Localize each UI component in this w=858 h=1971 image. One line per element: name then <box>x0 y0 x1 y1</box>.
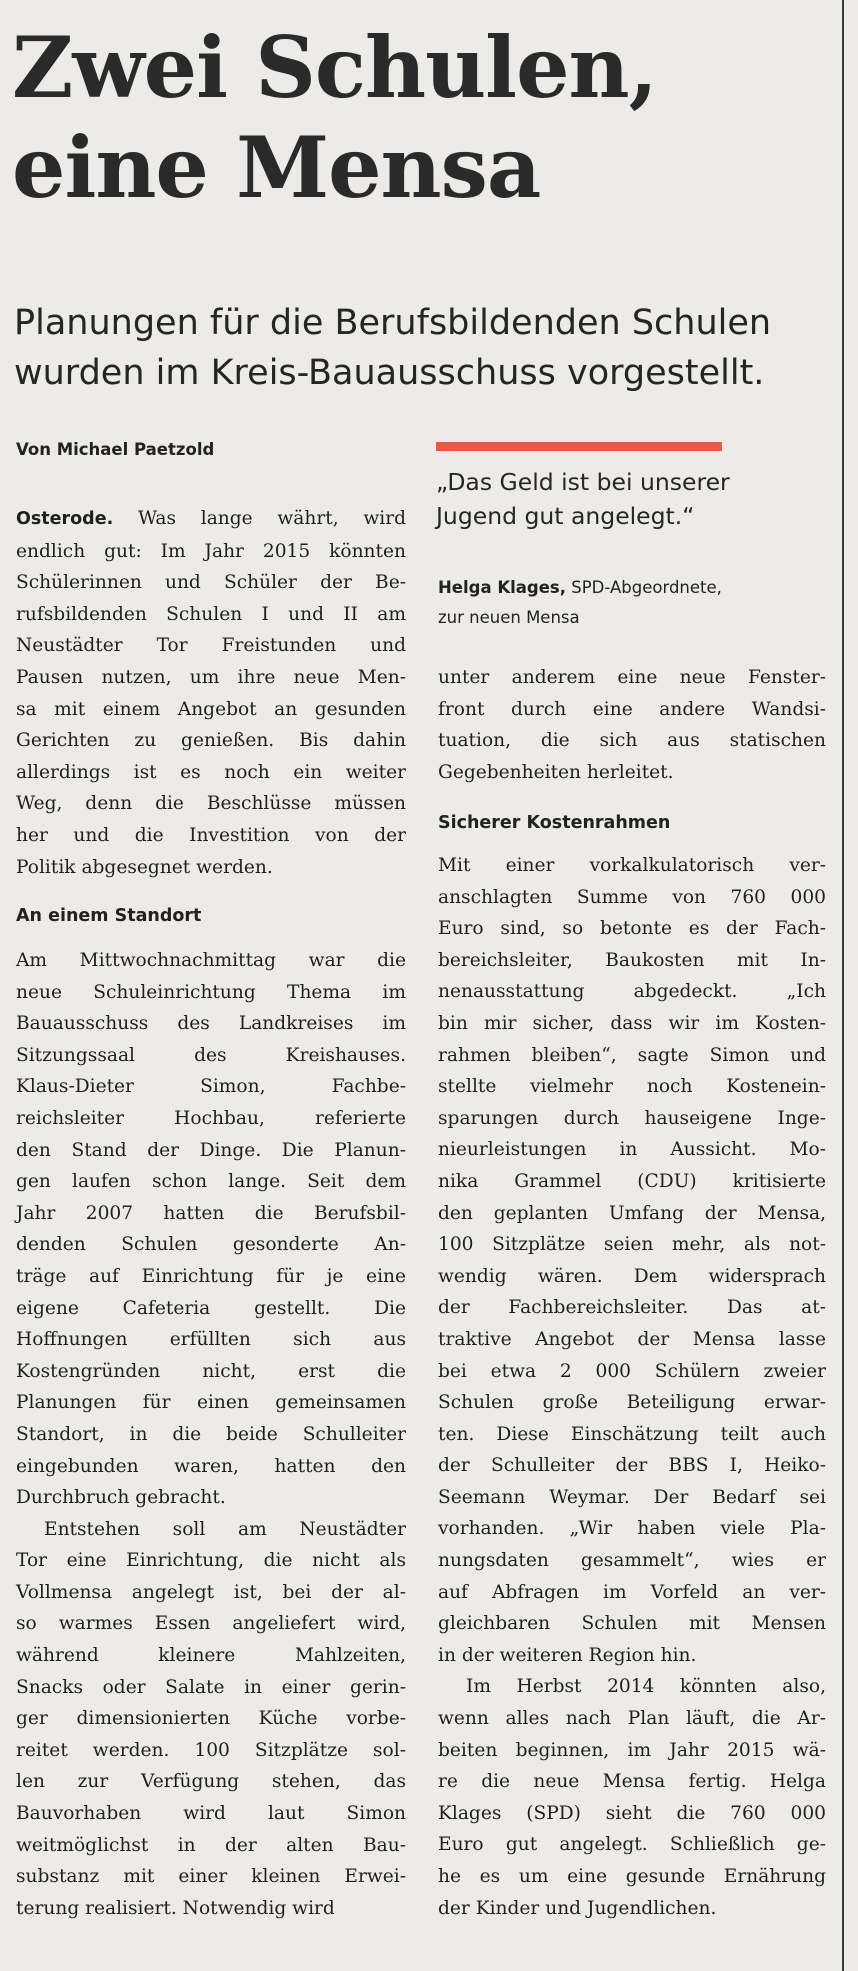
intro-paragraph <box>16 503 406 883</box>
text-line: Tor eine Einrichtung, die nicht als <box>16 1550 406 1572</box>
text-line: 100 Sitzplätze seien mehr, als not- <box>438 1234 826 1256</box>
section-heading-standort: An einem Standort <box>16 906 202 926</box>
headline <box>12 18 657 218</box>
subheadline-line-2: wurden im Kreis-Bauausschuss vorgestellt. <box>14 353 765 393</box>
text-line: so warmes Essen angeliefert wird, <box>16 1613 406 1635</box>
text-line: he es um eine gesunde Ernährung <box>438 1866 826 1887</box>
text-line: sparungen durch hauseigene Inge- <box>438 1107 826 1129</box>
text-line: eingebunden waren, hatten den <box>16 1455 406 1477</box>
quote-attribution <box>438 573 722 633</box>
text-line: re die neue Mensa fertig. Helga <box>438 1771 826 1793</box>
text-line: der Fachbereichsleiter. Das at- <box>438 1297 826 1319</box>
text-line: rahmen bleiben“, sagte Simon und <box>438 1044 826 1066</box>
text-line: gen laufen schon lange. Seit dem <box>16 1171 406 1193</box>
text-line: nika Grammel (CDU) kritisierte <box>438 1170 826 1192</box>
text-line: den geplanten Umfang der Mensa, <box>438 1202 826 1224</box>
text-line: Seemann Weymar. Der Bedarf sei <box>438 1486 826 1508</box>
byline: Von Michael Paetzold <box>16 440 215 459</box>
text-line: unter anderem eine neue Fenster- <box>438 667 826 688</box>
text-line: sa mit einem Angebot an gesunden <box>16 698 406 720</box>
text-line: Pausen nutzen, um ihre neue Men- <box>16 666 406 688</box>
text-line: Planungen für einen gemeinsamen <box>16 1392 406 1414</box>
text-line: eigene Cafeteria gestellt. Die <box>16 1297 406 1319</box>
pull-quote-line-1: „Das Geld ist bei unserer <box>436 468 730 496</box>
quote-accent-bar <box>436 442 722 451</box>
text-line: ger dimensionierten Küche vorbe- <box>16 1708 406 1730</box>
text-line: vorhanden. „Wir haben viele Pla- <box>438 1518 826 1540</box>
text-line: traktive Angebot der Mensa lasse <box>438 1328 826 1350</box>
text-line: her und die Investition von der <box>16 824 406 846</box>
text-line: bei etwa 2 000 Schülern zweier <box>438 1360 826 1382</box>
text-line: Durchbruch gebracht. <box>16 1487 226 1509</box>
section-standort-body <box>16 945 406 1924</box>
text-line: substanz mit einer kleinen Erwei- <box>16 1866 406 1888</box>
text-line: in der weiteren Region hin. <box>438 1644 697 1666</box>
text-line: endlich gut: Im Jahr 2015 könnten <box>16 540 406 562</box>
text-line: wendig wären. Dem widersprach <box>438 1265 826 1287</box>
text-line: der Kinder und Jugendlichen. <box>438 1897 717 1919</box>
text-line: Schulen große Beteiligung erwar- <box>438 1392 826 1414</box>
quote-author-role: SPD-Abgeordnete, <box>566 578 722 597</box>
pull-quote-line-2: Jugend gut angelegt.“ <box>436 502 695 530</box>
text-line <box>16 503 406 536</box>
text-line: Politik abgesegnet werden. <box>16 856 273 878</box>
text-line: Klaus-Dieter Simon, Fachbe- <box>16 1076 406 1098</box>
text-line: nieurleistungen in Aussicht. Mo- <box>438 1139 826 1161</box>
text-line: ten. Diese Einschätzung teilt auch <box>438 1423 826 1445</box>
section-heading-kostenrahmen: Sicherer Kostenrahmen <box>438 813 671 833</box>
text-line: während kleinere Mahlzeiten, <box>16 1645 406 1667</box>
text-line: Klages (SPD) sieht die 760 000 <box>438 1802 826 1824</box>
text-line: Euro gut angelegt. Schließlich ge- <box>438 1834 826 1856</box>
text-line: Bauvorhaben wird laut Simon <box>16 1803 406 1825</box>
section-kostenrahmen-body <box>438 850 826 1924</box>
text-line: Vollmensa angelegt ist, bei der al- <box>16 1581 406 1603</box>
text-line: träge auf Einrichtung für je eine <box>16 1265 406 1287</box>
text-line: stellte vielmehr noch Kostenein- <box>438 1076 826 1098</box>
text-line: terung realisiert. Notwendig wird <box>16 1897 335 1919</box>
headline-line-2: eine Mensa <box>12 118 541 217</box>
headline-line-1: Zwei Schulen, <box>12 18 657 117</box>
text-line: reichsleiter Hochbau, referierte <box>16 1107 406 1129</box>
text-line: gleichbaren Schulen mit Mensen <box>438 1613 826 1635</box>
text-line: Gerichten zu genießen. Bis dahin <box>16 730 406 752</box>
text-line: auf Abfragen im Vorfeld an ver- <box>438 1581 826 1603</box>
text-line: Sitzungssaal des Kreishauses. <box>16 1044 406 1066</box>
text-line: Snacks oder Salate in einer gerin- <box>16 1676 406 1698</box>
subheadline-line-1: Planungen für die Berufsbildenden Schulen <box>14 303 772 343</box>
text-line: nenausstattung abgedeckt. „Ich <box>438 981 826 1003</box>
text-line: Im Herbst 2014 könnten also, <box>466 1676 826 1698</box>
continuation-paragraph <box>438 662 826 788</box>
text-line: wenn alles nach Plan läuft, die Ar- <box>438 1708 826 1730</box>
quote-author: Helga Klages, <box>438 578 567 597</box>
text-line: Bauausschuss des Landkreises im <box>16 1013 406 1035</box>
text-line: Jahr 2007 hatten die Berufsbil- <box>16 1202 406 1224</box>
text-line: beiten beginnen, im Jahr 2015 wä- <box>438 1739 826 1761</box>
text-line: bereichsleiter, Baukosten mit In- <box>438 949 826 971</box>
text-line: weitmöglichst in der alten Bau- <box>16 1834 406 1856</box>
text-line: neue Schuleinrichtung Thema im <box>16 981 406 1003</box>
text-line: Am Mittwochnachmittag war die <box>16 950 406 971</box>
pull-quote <box>436 465 836 533</box>
subheadline <box>14 298 834 398</box>
text-line: Kostengründen nicht, erst die <box>16 1360 406 1382</box>
column-rule <box>842 0 844 1971</box>
dateline: Osterode. <box>16 509 114 529</box>
text-line: tuation, die sich aus statischen <box>438 730 826 752</box>
text-line: Mit einer vorkalkulatorisch ver- <box>438 855 826 876</box>
text-line: bin mir sicher, dass wir im Kosten- <box>438 1012 826 1034</box>
text-line-rest: Was lange währt, wird <box>113 508 406 529</box>
text-line: anschlagten Summe von 760 000 <box>438 886 826 908</box>
text-line: Neustädter Tor Freistunden und <box>16 635 406 657</box>
text-line: reitet werden. 100 Sitzplätze sol- <box>16 1739 406 1761</box>
text-line: len zur Verfügung stehen, das <box>16 1771 406 1793</box>
text-line: Hoffnungen erfüllten sich aus <box>16 1329 406 1351</box>
quote-context: zur neuen Mensa <box>438 608 580 627</box>
text-line: allerdings ist es noch ein weiter <box>16 761 406 783</box>
text-line: der Schulleiter der BBS I, Heiko- <box>438 1455 826 1477</box>
text-line: den Stand der Dinge. Die Planun- <box>16 1139 406 1161</box>
text-line: nungsdaten gesammelt“, wies er <box>438 1550 826 1572</box>
text-line: Entstehen soll am Neustädter <box>44 1518 406 1540</box>
text-line: Schülerinnen und Schüler der Be- <box>16 572 406 594</box>
text-line: front durch eine andere Wandsi- <box>438 698 826 720</box>
text-line: denden Schulen gesonderte An- <box>16 1234 406 1256</box>
text-line: rufsbildenden Schulen I und II am <box>16 603 406 625</box>
text-line: Weg, denn die Beschlüsse müssen <box>16 793 406 815</box>
text-line: Gegebenheiten herleitet. <box>438 761 674 783</box>
text-line: Standort, in die beide Schulleiter <box>16 1423 406 1445</box>
text-line: Euro sind, so betonte es der Fach- <box>438 918 826 940</box>
